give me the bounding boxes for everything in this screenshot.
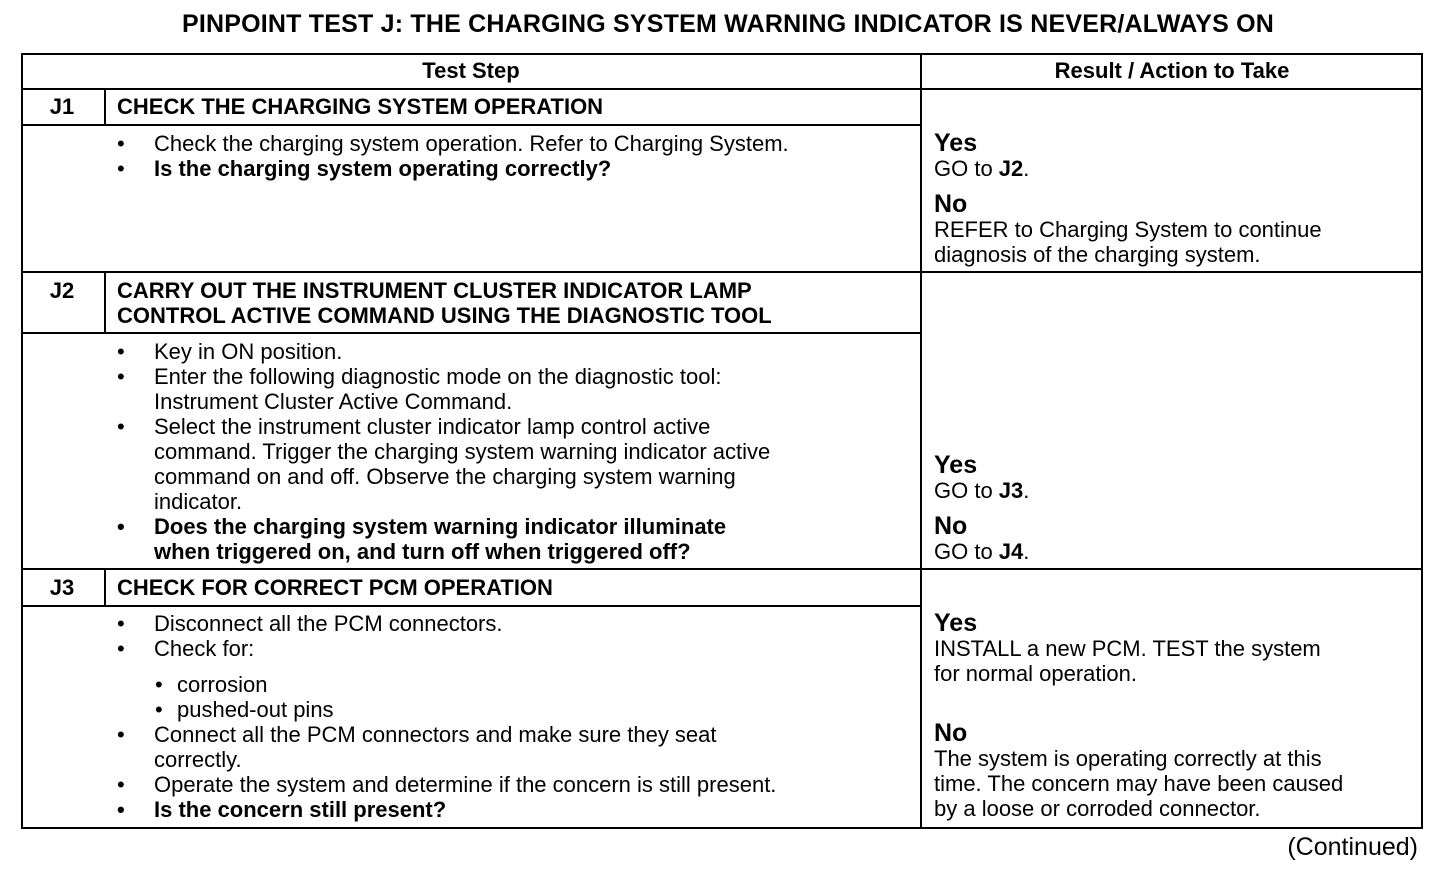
yes-label: Yes	[934, 609, 978, 637]
yes-label: Yes	[934, 451, 978, 479]
step-title: CARRY OUT THE INSTRUMENT CLUSTER INDICATOR LAMP CONTROL ACTIVE COMMAND USING THE DIAGNOSTIC TOOL	[117, 278, 772, 328]
list-item: • Is the charging system operating correctly?	[117, 156, 612, 181]
step-instructions	[117, 131, 907, 181]
yes-label: Yes	[934, 129, 978, 157]
header-divider	[21, 88, 1423, 90]
no-label: No	[934, 719, 968, 747]
list-item: • Is the concern still present?	[117, 797, 447, 822]
step-title-divider	[21, 605, 921, 607]
no-label: No	[934, 512, 968, 540]
header-result: Result / Action to Take	[1054, 58, 1290, 83]
step-result	[934, 610, 1414, 821]
list-item: • Connect all the PCM connectors and make sure they seat correctly.	[117, 722, 717, 772]
step-divider	[21, 568, 1423, 570]
step-result	[934, 452, 1414, 564]
yes-action: INSTALL a new PCM. TEST the system for normal operation.	[934, 636, 1321, 686]
step-title-divider	[21, 124, 921, 126]
list-item: • Disconnect all the PCM connectors.	[117, 611, 503, 636]
no-action: GO to J4.	[934, 539, 1030, 564]
step-divider	[21, 271, 1423, 273]
no-label: No	[934, 190, 968, 218]
step-id: J3	[49, 575, 75, 600]
yes-action: GO to J3.	[934, 478, 1030, 503]
step-id-divider	[104, 88, 106, 126]
step-id-divider	[104, 568, 106, 607]
list-item: • Select the instrument cluster indicator lamp control active command. Trigger the charging system warning indicator active command on and off. Observe the charging system warning indicator.	[117, 414, 771, 514]
step-result	[934, 130, 1414, 267]
step-id-divider	[104, 271, 106, 334]
list-item: • Check for:	[117, 636, 255, 661]
header-test-step: Test Step	[422, 58, 520, 83]
sub-list-item: • corrosion	[155, 672, 268, 697]
list-item: • Does the charging system warning indicator illuminate when triggered on, and turn off when triggered off?	[117, 514, 727, 564]
list-item: • Enter the following diagnostic mode on the diagnostic tool: Instrument Cluster Active Command.	[117, 364, 722, 414]
step-title: CHECK FOR CORRECT PCM OPERATION	[117, 575, 553, 600]
step-id: J2	[49, 278, 75, 303]
no-action: The system is operating correctly at this time. The concern may have been caused by a loose or corroded connector.	[934, 746, 1344, 821]
step-id: J1	[49, 94, 75, 119]
sub-list-item: • pushed-out pins	[155, 697, 334, 722]
list-item: • Operate the system and determine if the concern is still present.	[117, 772, 777, 797]
page-title: PINPOINT TEST J: THE CHARGING SYSTEM WARNING INDICATOR IS NEVER/ALWAYS ON	[181, 10, 1275, 38]
step-title-divider	[21, 332, 921, 334]
column-divider	[920, 53, 922, 829]
yes-action: GO to J2.	[934, 156, 1030, 181]
continued-note: (Continued)	[1287, 833, 1418, 861]
no-action: REFER to Charging System to continue diagnosis of the charging system.	[934, 217, 1322, 267]
step-title: CHECK THE CHARGING SYSTEM OPERATION	[117, 94, 604, 119]
list-item: • Check the charging system operation. Refer to Charging System.	[117, 131, 789, 156]
step-instructions	[117, 611, 907, 822]
step-instructions	[117, 339, 907, 564]
list-item: • Key in ON position.	[117, 339, 343, 364]
